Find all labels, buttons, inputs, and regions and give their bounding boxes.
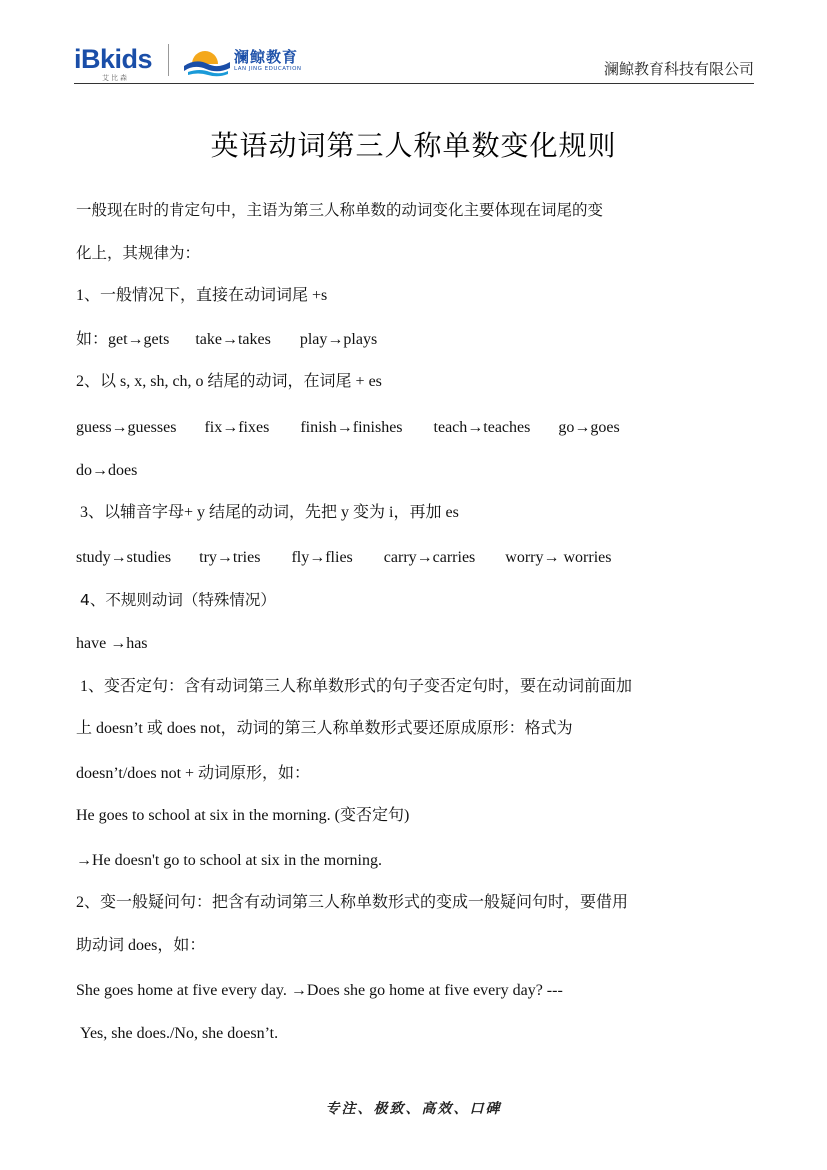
paragraph-line: doesn’t/does not + 动词原形，如： bbox=[76, 765, 311, 782]
example-item: fix→fixes bbox=[204, 419, 270, 436]
example-item: take→takes bbox=[195, 331, 271, 348]
example-item: fly→flies bbox=[291, 549, 353, 566]
paragraph-line: 1、变否定句：含有动词第三人称单数形式的句子变否定句时，要在动词前面加 bbox=[80, 678, 633, 695]
example-item: study→studies bbox=[76, 549, 172, 566]
example-item: carry→carries bbox=[383, 549, 476, 566]
example-row bbox=[76, 548, 611, 568]
example-row: do→does bbox=[76, 462, 138, 479]
example-row bbox=[76, 330, 377, 350]
example-item: finish→finishes bbox=[300, 419, 403, 436]
paragraph-line: 2、变一般疑问句：把含有动词第三人称单数形式的变成一般疑问句时，要借用 bbox=[76, 894, 629, 911]
ibkids-logo: iBkids bbox=[74, 44, 153, 74]
paragraph-line: 上 doesn’t 或 does not，动词的第三人称单数形式要还原成原形：格式为 bbox=[76, 720, 573, 737]
example-item: guess→guesses bbox=[76, 419, 177, 436]
example-item: worry→ worries bbox=[505, 549, 612, 566]
example-row bbox=[76, 418, 620, 438]
example-item: go→goes bbox=[558, 419, 620, 436]
lanjing-logo-text: 澜鲸教育 bbox=[234, 48, 299, 66]
paragraph-line: 助动词 does，如： bbox=[76, 937, 206, 954]
ibkids-logo-subtitle: 艾比森 bbox=[102, 74, 129, 82]
company-name: 澜鲸教育科技有限公司 bbox=[603, 60, 754, 78]
example-sentence: She goes home at five every day. →Does she go home at five every day? --- bbox=[76, 982, 563, 999]
whale-wave-icon bbox=[182, 44, 232, 80]
header-divider bbox=[74, 83, 754, 84]
rule-heading: 3、以辅音字母+ y 结尾的动词，先把 y 变为 i，再加 es bbox=[80, 504, 459, 521]
rule-heading: 1、一般情况下，直接在动词词尾 +s bbox=[76, 287, 328, 304]
rule-heading: 4、不规则动词（特殊情况） bbox=[80, 591, 276, 609]
page-footer-slogan: 专注、极致、高效、口碑 bbox=[325, 1101, 502, 1117]
example-item: try→tries bbox=[199, 549, 261, 566]
lanjing-logo-english: LAN JING EDUCATION bbox=[234, 66, 302, 72]
paragraph-line: 一般现在时的肯定句中，主语为第三人称单数的动词变化主要体现在词尾的变 bbox=[76, 201, 604, 219]
rule-heading: 2、以 s, x, sh, ch, o 结尾的动词，在词尾 + es bbox=[76, 373, 382, 390]
page-header bbox=[74, 38, 754, 84]
example-sentence: He goes to school at six in the morning. (变否定句) bbox=[76, 807, 410, 824]
logo-divider bbox=[168, 44, 169, 76]
lanjing-logo bbox=[182, 44, 322, 80]
example-sentence: Yes, she does./No, she doesn’t. bbox=[80, 1025, 279, 1042]
example-item: play→plays bbox=[299, 331, 378, 348]
paragraph-line: 化上，其规律为： bbox=[76, 244, 201, 262]
example-item: 如：get→gets bbox=[76, 331, 170, 348]
example-sentence: →He doesn't go to school at six in the morning. bbox=[76, 852, 382, 869]
example-item: teach→teaches bbox=[433, 419, 531, 436]
example-row: have →has bbox=[76, 635, 148, 652]
page-title: 英语动词第三人称单数变化规则 bbox=[210, 129, 617, 162]
